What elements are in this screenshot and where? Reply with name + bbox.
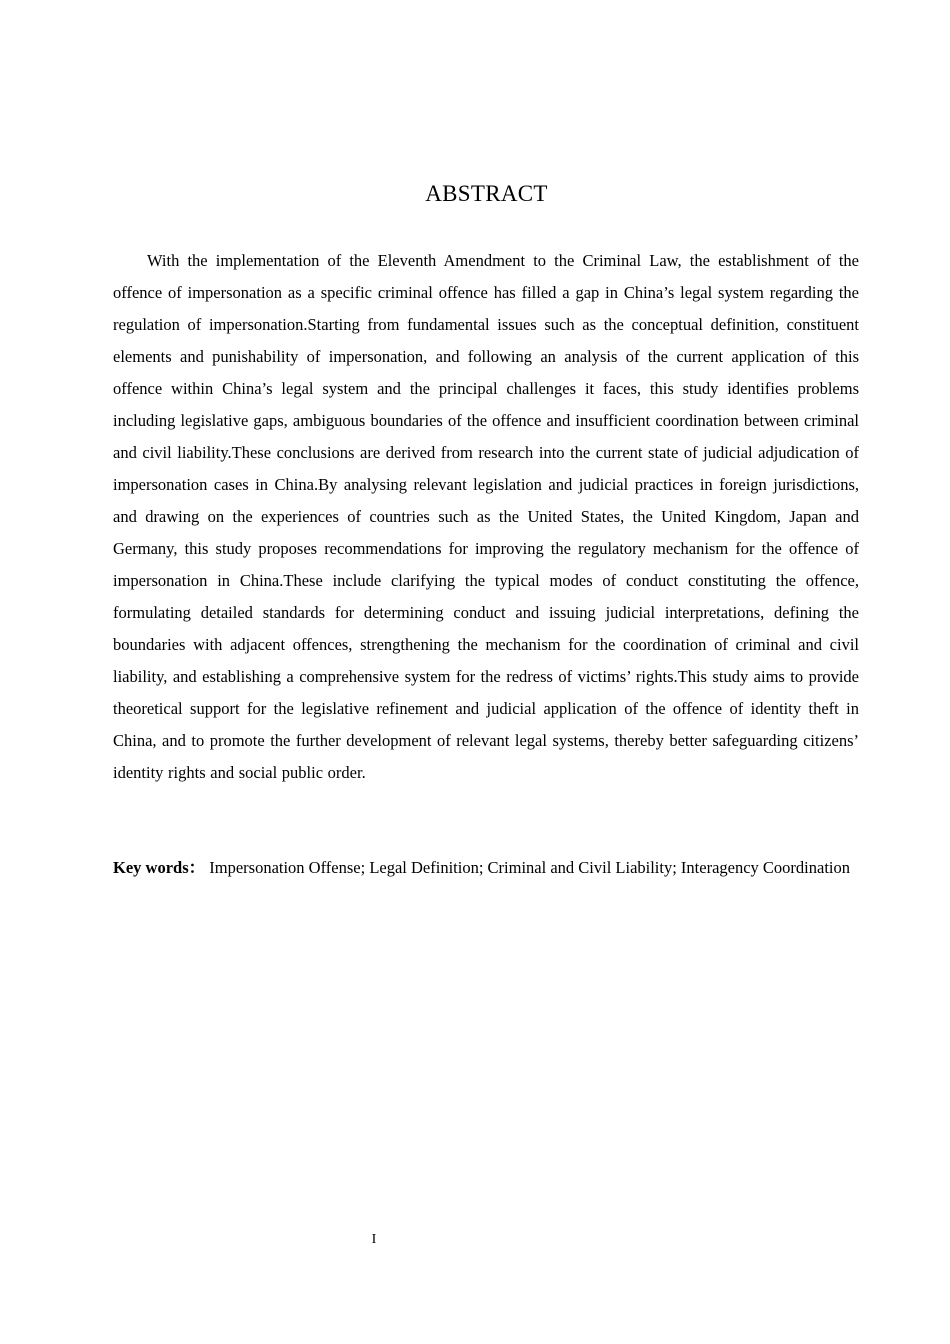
keywords-paragraph	[113, 852, 859, 884]
abstract-body: With the implementation of the Eleventh Amendment to the Criminal Law, the establishment of the offence of impersonation as a specific criminal offence has filled a gap in China’s legal system regarding the regulation of impersonation.Starting from fundamental issues such as the conceptual definition, constituent elements and punishability of impersonation, and following an analysis of the current application of this offence within China’s legal system and the principal challenges it faces, this study identifies problems including legislative gaps, ambiguous boundaries of the offence and insufficient coordination between criminal and civil liability.These conclusions are derived from research into the current state of judicial adjudication of impersonation cases in China.By analysing relevant legislation and judicial practices in foreign jurisdictions, and drawing on the experiences of countries such as the United States, the United Kingdom, Japan and Germany, this study proposes recommendations for improving the regulatory mechanism for the offence of impersonation in China.These include clarifying the typical modes of conduct constituting the offence, formulating detailed standards for determining conduct and issuing judicial interpretations, defining the boundaries with adjacent offences, strengthening the mechanism for the coordination of criminal and civil liability, and establishing a comprehensive system for the redress of victims’ rights.This study aims to provide theoretical support for the legislative refinement and judicial application of the offence of identity theft in China, and to promote the further development of relevant legal systems, thereby better safeguarding citizens’ identity rights and social public order.	[113, 251, 859, 782]
keywords-text: Impersonation Offense; Legal Definition; Criminal and Civil Liability; Interagency Coordination	[209, 858, 851, 877]
page-number: I	[371, 1232, 377, 1247]
keywords-label: Key words：	[113, 858, 206, 877]
abstract-title: ABSTRACT	[425, 181, 548, 206]
